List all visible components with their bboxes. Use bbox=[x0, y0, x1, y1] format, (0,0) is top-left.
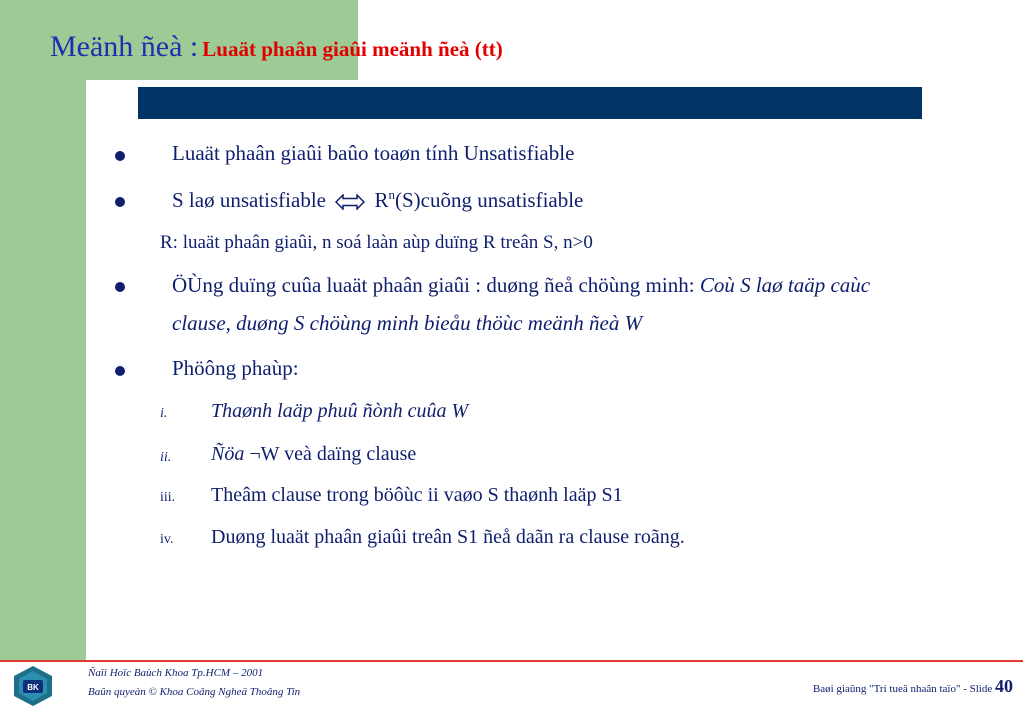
bullet-dot bbox=[115, 366, 125, 376]
bullet-dot bbox=[115, 151, 125, 161]
bullet-2-text-a: S laø unsatisfiable bbox=[172, 188, 326, 212]
slide-title bbox=[50, 30, 503, 64]
step-marker: iv. bbox=[160, 532, 174, 547]
bullet-2-superscript: n bbox=[388, 187, 395, 202]
step-marker: i. bbox=[160, 406, 168, 421]
header-bar bbox=[96, 87, 922, 119]
double-arrow-icon bbox=[335, 194, 365, 210]
slide-number: 40 bbox=[995, 676, 1013, 696]
step-3: Theâm clause trong böôùc ii vaøo S thaønh laäp S1 bbox=[211, 484, 623, 506]
title-main: Meänh ñeà : bbox=[50, 30, 199, 63]
bullet-3-line-1 bbox=[172, 273, 870, 298]
bullet-dot bbox=[115, 197, 125, 207]
title-sub: Luaät phaân giaûi meänh ñeà (tt) bbox=[202, 37, 503, 61]
footer-lecture bbox=[813, 676, 1013, 697]
bullet-2-text-r: R bbox=[374, 188, 389, 212]
bullet-4: Phöông phaùp: bbox=[172, 356, 299, 380]
step-4: Duøng luaät phaân giaûi treân S1 ñeå daãn ra clause roãng. bbox=[211, 526, 685, 548]
r-definition: R: luaät phaân giaûi, n soá laàn aùp duïng R treân S, n>0 bbox=[160, 232, 593, 253]
step-marker: iii. bbox=[160, 490, 176, 505]
step-1: Thaønh laäp phuû ñònh cuûa W bbox=[211, 400, 469, 422]
header-bar-curve bbox=[90, 82, 138, 122]
bullet-3-italic: Coù S laø taäp caùc bbox=[699, 273, 871, 297]
bullet-1: Luaät phaân giaûi baûo toaøn tính Unsatisfiable bbox=[172, 141, 575, 165]
footer-university: Ñaïi Hoïc Baùch Khoa Tp.HCM – 2001 bbox=[88, 667, 264, 679]
bullet-2-text-b: (S)cuõng unsatisfiable bbox=[395, 188, 584, 212]
step-2 bbox=[211, 443, 416, 466]
bullet-2 bbox=[172, 187, 583, 213]
footer-divider bbox=[0, 660, 1023, 662]
negation-symbol: ¬ bbox=[249, 443, 261, 465]
bullet-3-line-2: clause, duøng S chöùng minh bieåu thöùc meänh ñeà W bbox=[172, 311, 643, 335]
bullet-3-plain: ÖÙng duïng cuûa luaät phaân giaûi : duøng ñeå chöùng minh: bbox=[172, 273, 700, 297]
step-marker: ii. bbox=[160, 450, 172, 465]
step-2-italic: Ñöa bbox=[211, 443, 245, 465]
footer-lecture-title: Baøi giaûng "Trí tueä nhaân taïo" - Slide bbox=[812, 683, 993, 695]
step-2-text: W veà daïng clause bbox=[260, 443, 417, 465]
footer-copyright: Baûn quyeàn © Khoa Coâng Ngheä Thoâng Tin bbox=[88, 686, 301, 698]
logo-text: BK bbox=[27, 683, 39, 692]
green-left-column bbox=[0, 0, 86, 660]
university-logo-icon bbox=[12, 665, 54, 707]
bullet-dot bbox=[115, 282, 125, 292]
